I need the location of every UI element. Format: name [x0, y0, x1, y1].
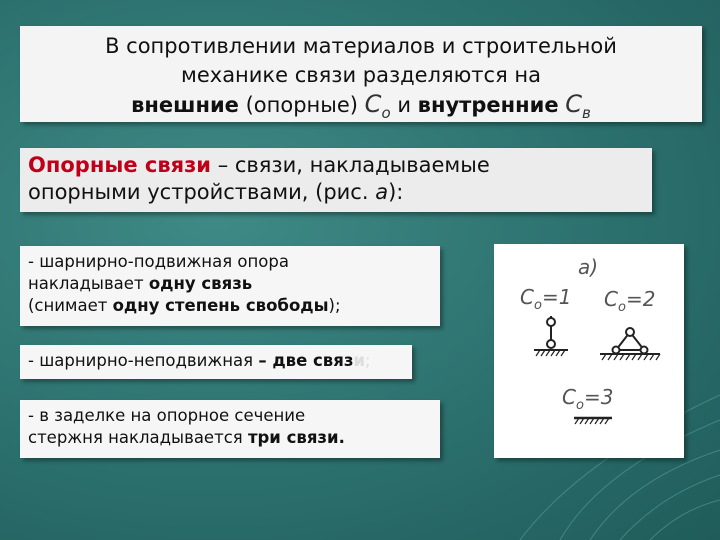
pinned-support-icon — [600, 328, 660, 360]
definition-line-1: Опорные связи – связи, накладываемые — [28, 153, 490, 177]
figure-label: а) — [578, 255, 599, 279]
title-box — [20, 26, 702, 122]
definition-box — [20, 148, 652, 212]
and-word: и — [397, 93, 411, 117]
external-symbol: $C_o$ — [364, 90, 391, 122]
roller-support-icon — [534, 316, 568, 356]
external-note: (опорные) — [245, 93, 358, 117]
figure-symbol-1: $C_o=1$ — [520, 285, 572, 313]
figure-reference: а — [375, 180, 389, 204]
title-line-2: механике связи разделяются на — [181, 63, 541, 87]
list-item: - в заделке на опорное сечение стержня накладывается три связи. — [20, 400, 440, 458]
title-line-3 — [20, 90, 702, 128]
external-label: внешние — [131, 93, 239, 117]
list-item: - шарнирно-подвижная опора накладывает одну связь (снимает одну степень свободы); — [20, 246, 440, 326]
figure-symbol-3: $C_o=3$ — [562, 385, 614, 413]
figure-symbol-2: $C_o=2$ — [604, 287, 656, 315]
definition-line-2: опорными устройствами, (рис. а): — [28, 180, 404, 204]
list-item: - шарнирно-неподвижная – две связи; — [20, 345, 412, 379]
definition-term: Опорные связи — [28, 153, 212, 177]
fixed-support-icon — [574, 418, 612, 424]
internal-label: внутренние — [417, 93, 559, 117]
supports-figure — [494, 244, 684, 458]
internal-symbol: $C_в$ — [565, 90, 591, 122]
title-line-1: В сопротивлении материалов и строительной — [105, 34, 617, 58]
